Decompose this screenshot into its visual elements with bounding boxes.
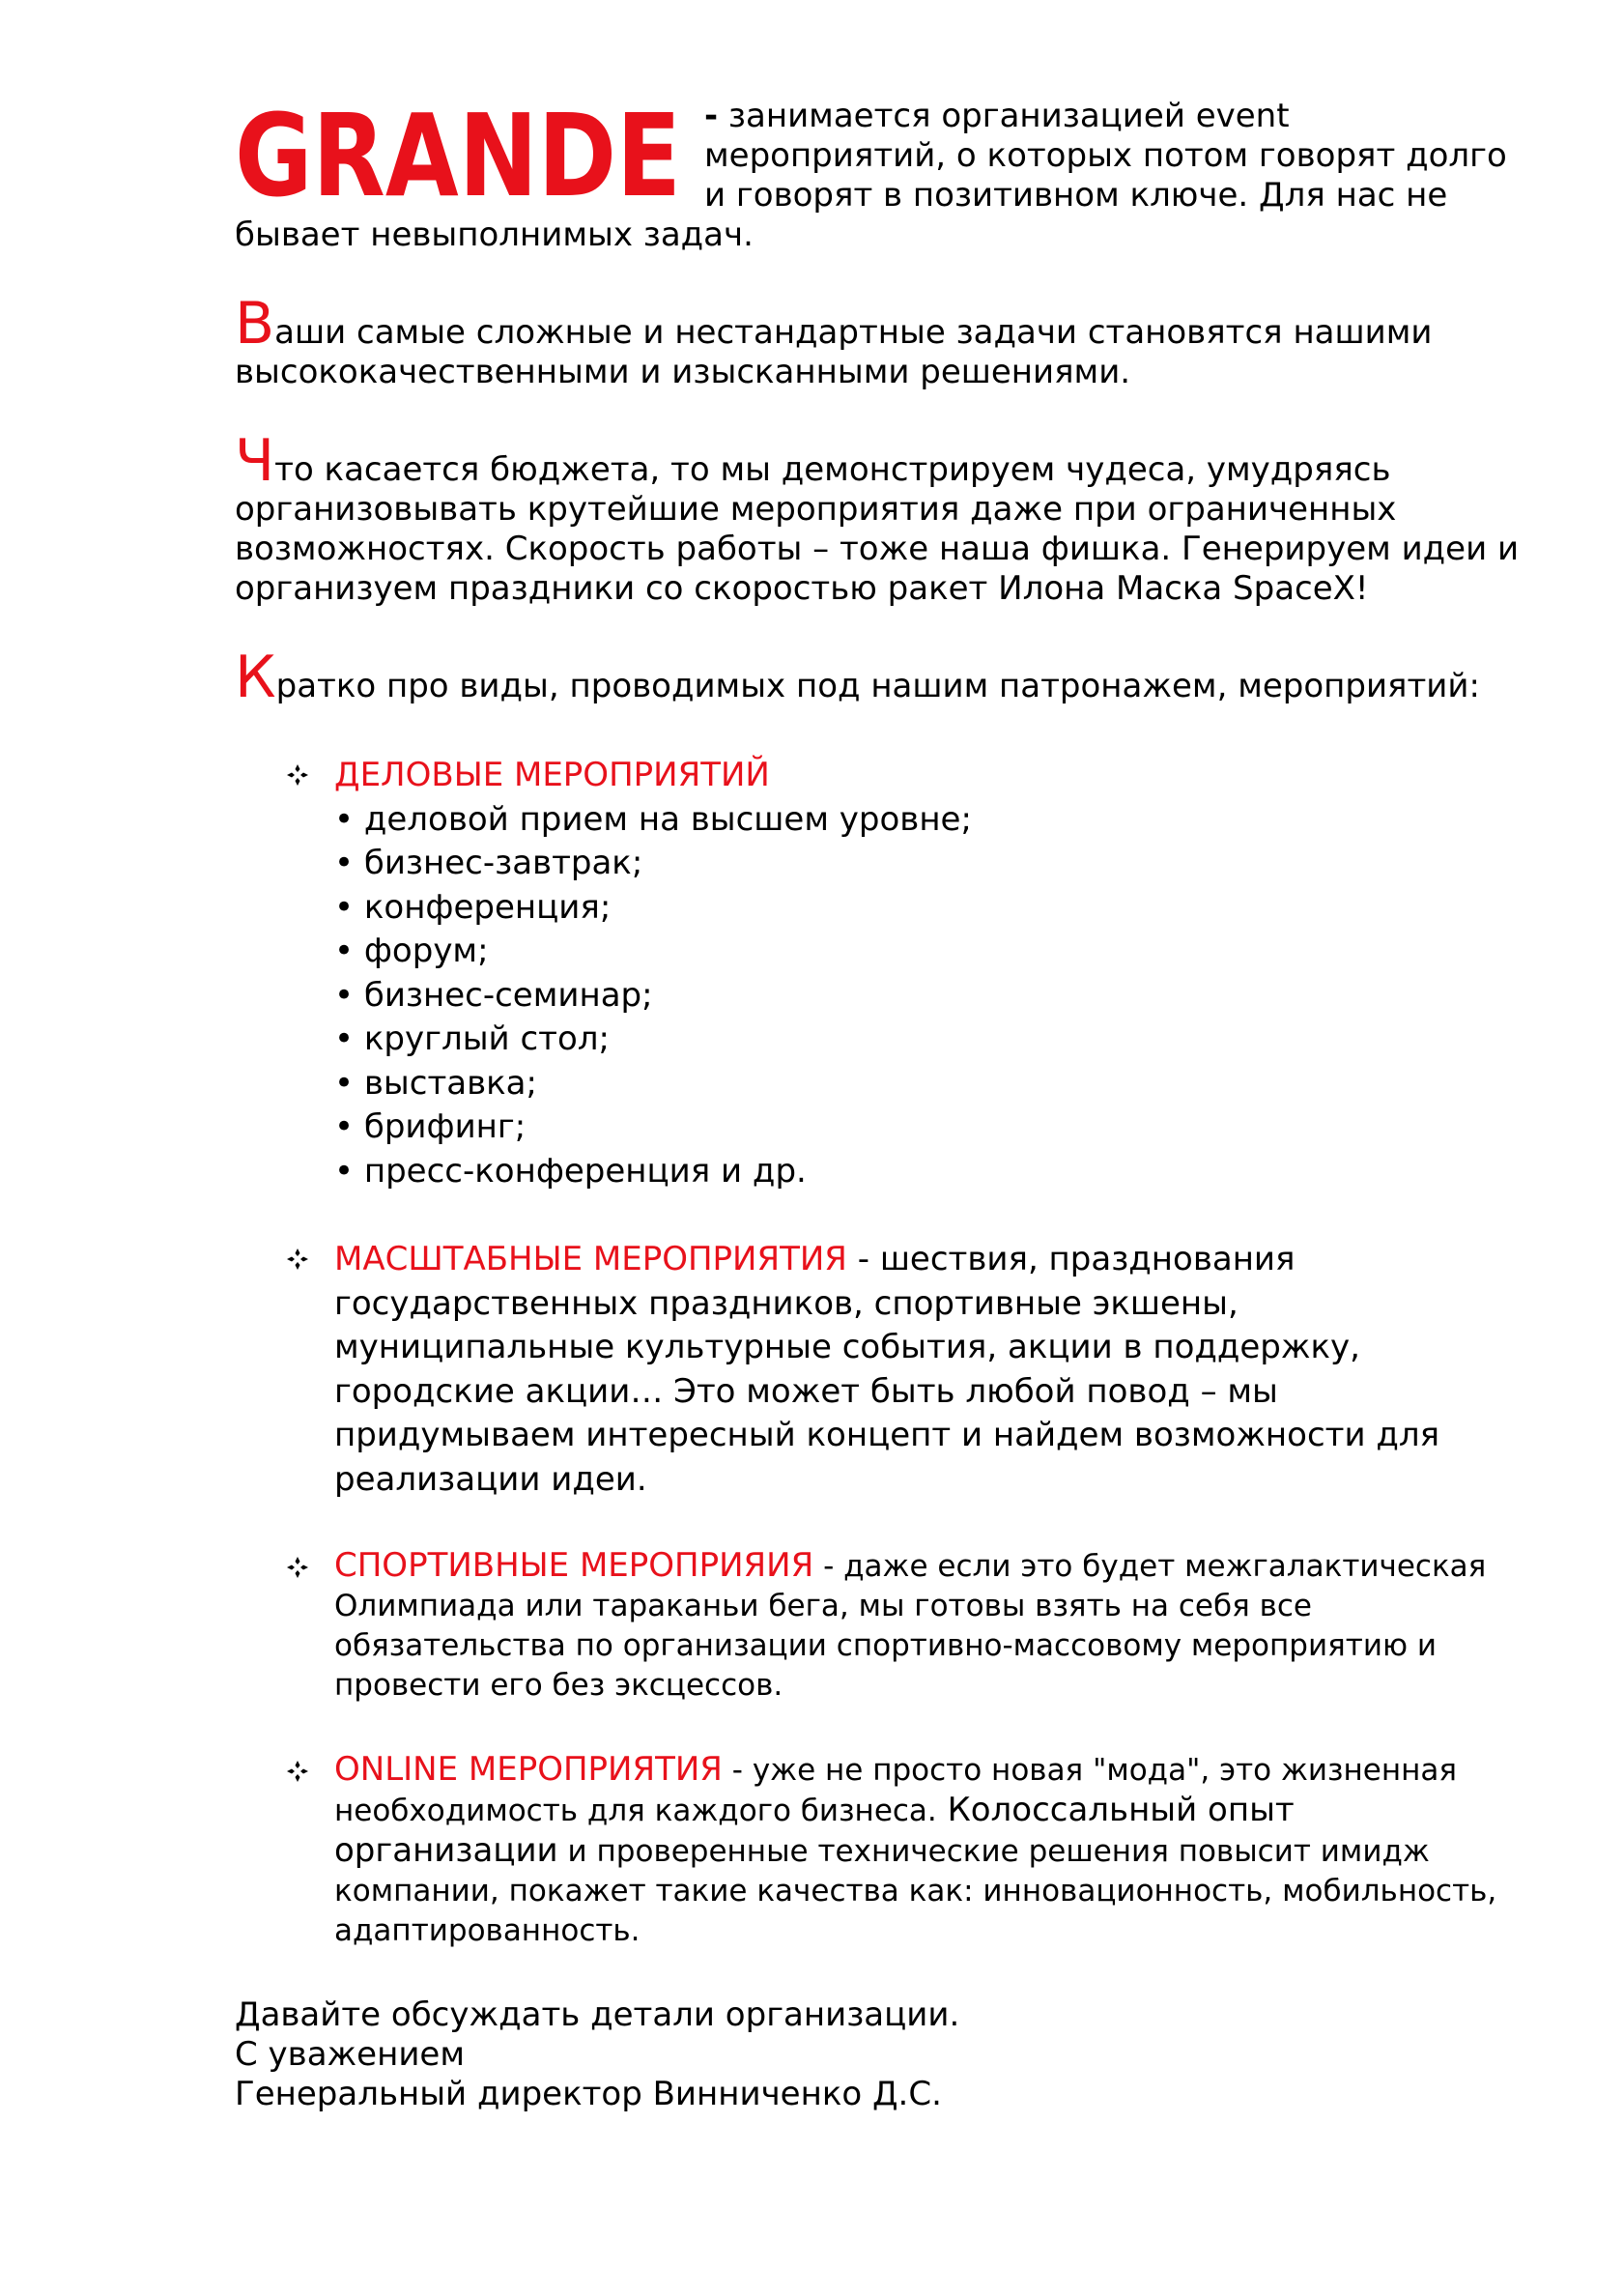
section-title: СПОРТИВНЫЕ МЕРОПРИЯИЯ bbox=[334, 1546, 814, 1585]
closing-line: Давайте обсуждать детали организации. bbox=[235, 1995, 960, 2034]
list-item: • бизнес-семинар; bbox=[334, 975, 653, 1015]
list-item: • конференция; bbox=[334, 887, 612, 927]
section-large-events bbox=[286, 1238, 1520, 1502]
paragraph-text: ратко про виды, проводимых под нашим патронажем, мероприятий: bbox=[275, 667, 1480, 705]
logo-text: GRANDE bbox=[235, 104, 681, 209]
grande-logo bbox=[235, 104, 683, 209]
intro-block bbox=[235, 97, 1520, 255]
section-text: - шествия, празднования государственных праздников, спортивные экшены, муниципальные культурные события, акции в поддержку, городские акции… Это может быть любой повод – мы придумываем интересный концепт и найдем возможности для реализации идеи. bbox=[334, 1240, 1440, 1499]
salutation: С уважением bbox=[235, 2035, 465, 2074]
section-text: - даже если это будет межгалактическая Олимпиада или тараканьи бега, мы готовы взять на себя все обязательства по организации спортивно-массовому мероприятию и провести его без эксцессов. bbox=[334, 1549, 1487, 1703]
paragraph-text: то касается бюджета, то мы демонстрируем чудеса, умудряясь организовывать крутейшие мероприятия даже при ограниченных возможностях. Скорость работы – тоже наша фишка. Генерируем идеи и организуем праздники со скоростью ракет Илона Маска SpaceX! bbox=[235, 450, 1520, 608]
diamond-bullet-icon bbox=[286, 1760, 309, 1783]
list-item: • бизнес-завтрак; bbox=[334, 844, 643, 882]
list-item: • пресс-конференция и др. bbox=[334, 1151, 807, 1191]
paragraph-budget bbox=[235, 427, 1520, 609]
list-item: • деловой прием на высшем уровне; bbox=[334, 799, 972, 839]
section-title: ONLINE МЕРОПРИЯТИЯ bbox=[334, 1750, 723, 1789]
paragraph-text: аши самые сложные и нестандартные задачи становятся нашими высококачественными и изысканными решениями. bbox=[235, 313, 1433, 391]
intro-dash: - bbox=[704, 97, 719, 135]
list-item: • брифинг; bbox=[334, 1107, 527, 1146]
signature-line: Генеральный директор Винниченко Д.С. bbox=[235, 2075, 942, 2113]
section-text: и проверенные технические решения повысит имидж компании, покажет такие качества как: инновационность, мобильность, адаптированность. bbox=[334, 1834, 1497, 1948]
section-text-emphasis: Колоссальный опыт организации bbox=[334, 1791, 1295, 1870]
section-title: МАСШТАБНЫЕ МЕРОПРИЯТИЯ bbox=[334, 1240, 847, 1278]
list-item: • круглый стол; bbox=[334, 1019, 610, 1058]
diamond-bullet-icon bbox=[286, 763, 309, 787]
drop-initial: В bbox=[235, 290, 275, 358]
drop-initial: К bbox=[235, 644, 276, 711]
section-sport-events bbox=[286, 1546, 1520, 1706]
drop-initial: Ч bbox=[235, 427, 275, 495]
letter-page bbox=[235, 97, 1520, 2114]
list-item: • форум; bbox=[334, 932, 489, 970]
paragraph-event-types bbox=[235, 644, 1520, 711]
intro-text: занимается организацией event мероприятий, о которых потом говорят долго и говорят в позитивном ключе. Для нас не бывает невыполнимых задач. bbox=[235, 97, 1507, 254]
section-text: - уже не просто новая "мода", это жизненная необходимость для каждого бизнеса. bbox=[334, 1753, 1458, 1828]
diamond-bullet-icon bbox=[286, 1556, 309, 1579]
list-item: • выставка; bbox=[334, 1063, 537, 1103]
section-title: ДЕЛОВЫЕ МЕРОПРИЯТИЙ bbox=[334, 756, 770, 794]
section-online-events bbox=[286, 1750, 1520, 1951]
diamond-bullet-icon bbox=[286, 1248, 309, 1271]
closing-block bbox=[235, 1995, 1520, 2114]
paragraph-solutions bbox=[235, 290, 1520, 392]
business-event-list bbox=[334, 798, 1520, 1194]
section-business-events bbox=[286, 754, 1520, 1193]
